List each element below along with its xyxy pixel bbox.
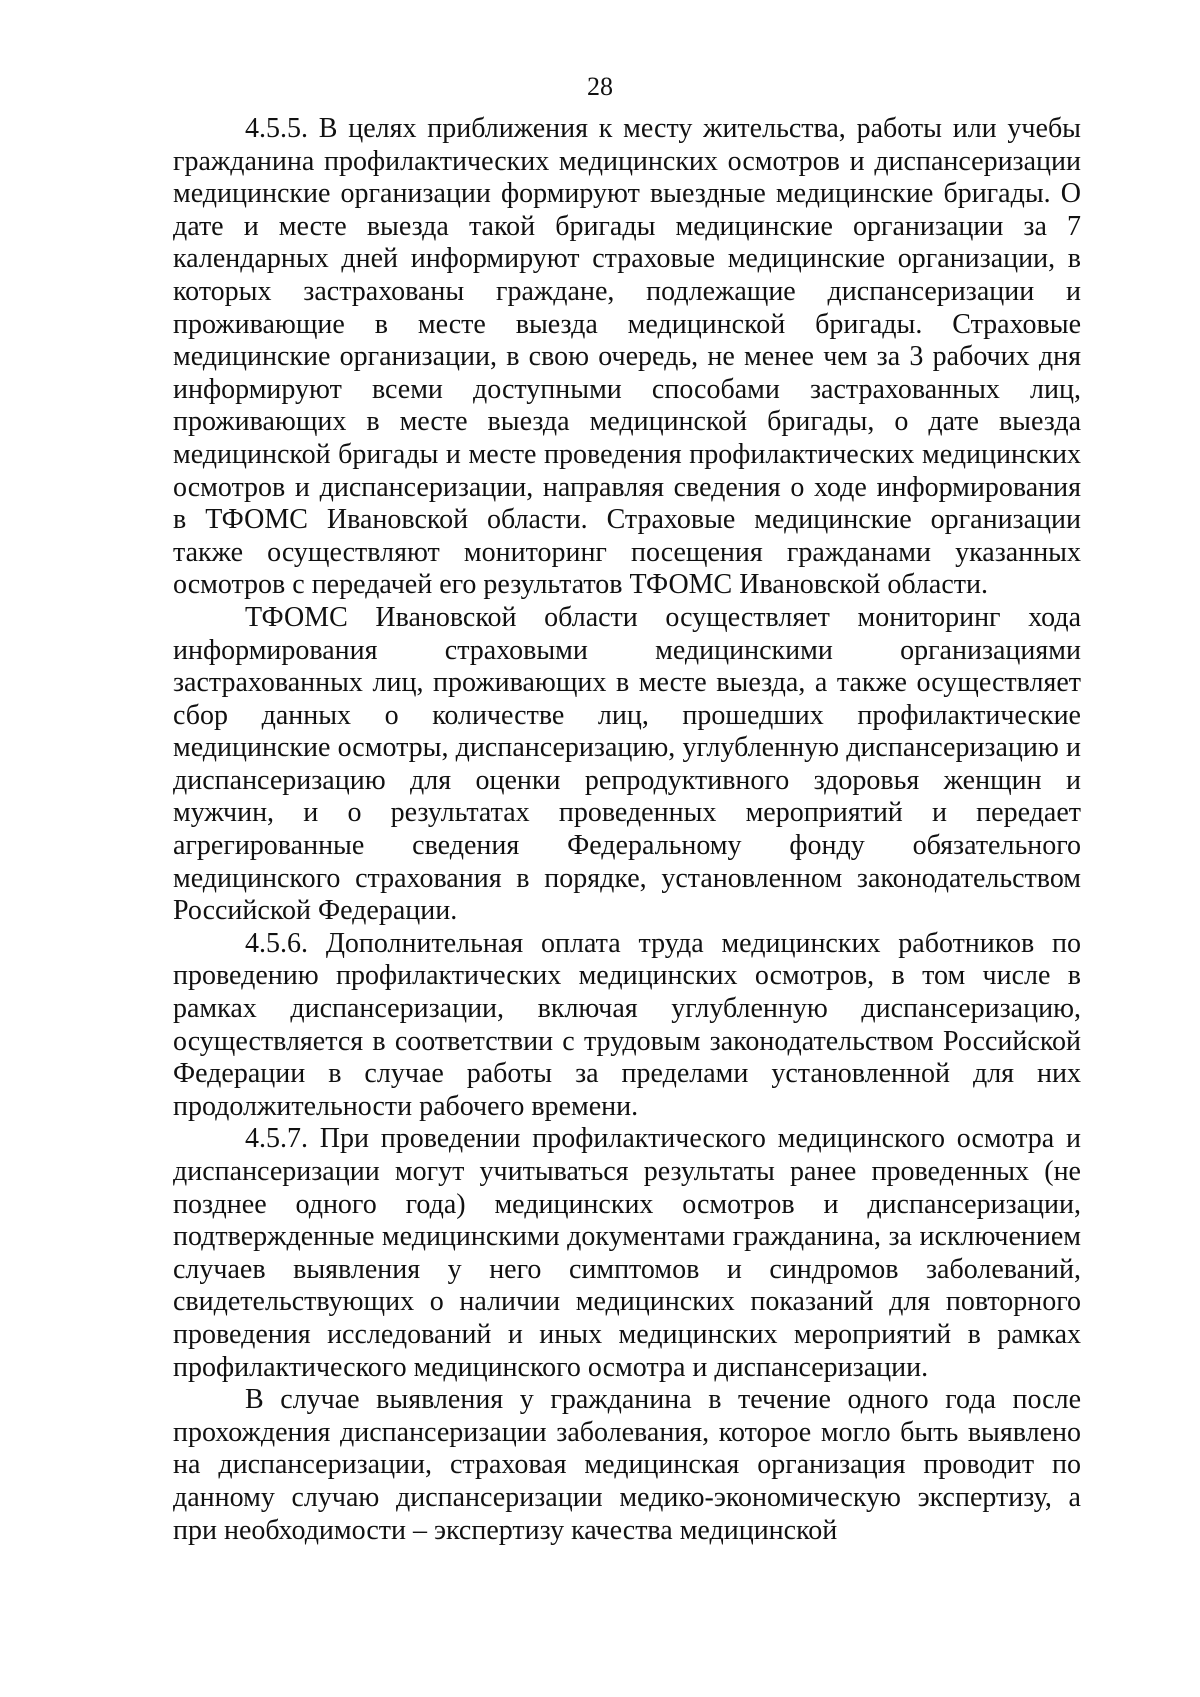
paragraph-expertise: В случае выявления у гражданина в течение одного года после прохождения диспансеризации заболевания, которое могло быть выявлено на диспансеризации, страховая медицинская организация проводит по данному случаю диспансеризации медико-экономическую экспертизу, а при необходимости – экспертизу качества медицинской — [173, 1384, 1081, 1546]
paragraph-4-5-7: 4.5.7. При проведении профилактического медицинского осмотра и диспансеризации могут учитываться результаты ранее проведенных (не позднее одного года) медицинских осмотров и диспансеризации, подтвержденные медицинскими документами гражданина, за исключением случаев выявления у него симптомов и синдромов заболеваний, свидетельствующих о наличии медицинских показаний для повторного проведения исследований и иных медицинских мероприятий в рамках профилактического медицинского осмотра и диспансеризации. — [173, 1123, 1081, 1383]
paragraph-4-5-6: 4.5.6. Дополнительная оплата труда медицинских работников по проведению профилактических медицинских осмотров, в том числе в рамках диспансеризации, включая углубленную диспансеризацию, осуществляется в соответствии с трудовым законодательством Российской Федерации в случае работы за пределами установленной для них продолжительности рабочего времени. — [173, 927, 1081, 1122]
paragraph-tfoms-monitoring: ТФОМС Ивановской области осуществляет мониторинг хода информирования страховыми медицинскими организациями застрахованных лиц, проживающих в месте выезда, а также осуществляет сбор данных о количестве лиц, прошедших профилактические медицинские осмотры, диспансеризацию, углубленную диспансеризацию и диспансеризацию для оценки репродуктивного здоровья женщин и мужчин, и о результатах проведенных мероприятий и передает агрегированные сведения Федеральному фонду обязательного медицинского страхования в порядке, установленном законодательством Российской Федерации. — [173, 601, 1081, 927]
document-body — [173, 113, 1081, 1547]
page-number: 28 — [587, 72, 613, 101]
paragraph-4-5-5: 4.5.5. В целях приближения к месту жительства, работы или учебы гражданина профилактических медицинских осмотров и диспансеризации медицинские организации формируют выездные медицинские бригады. О дате и месте выезда такой бригады медицинские организации за 7 календарных дней информируют страховые медицинские организации, в которых застрахованы граждане, подлежащие диспансеризации и проживающие в месте выезда медицинской бригады. Страховые медицинские организации, в свою очередь, не менее чем за 3 рабочих дня информируют всеми доступными способами застрахованных лиц, проживающих в месте выезда медицинской бригады, о дате выезда медицинской бригады и месте проведения профилактических медицинских осмотров и диспансеризации, направляя сведения о ходе информирования в ТФОМС Ивановской области. Страховые медицинские организации также осуществляют мониторинг посещения гражданами указанных осмотров с передачей его результатов ТФОМС Ивановской области. — [173, 113, 1081, 601]
